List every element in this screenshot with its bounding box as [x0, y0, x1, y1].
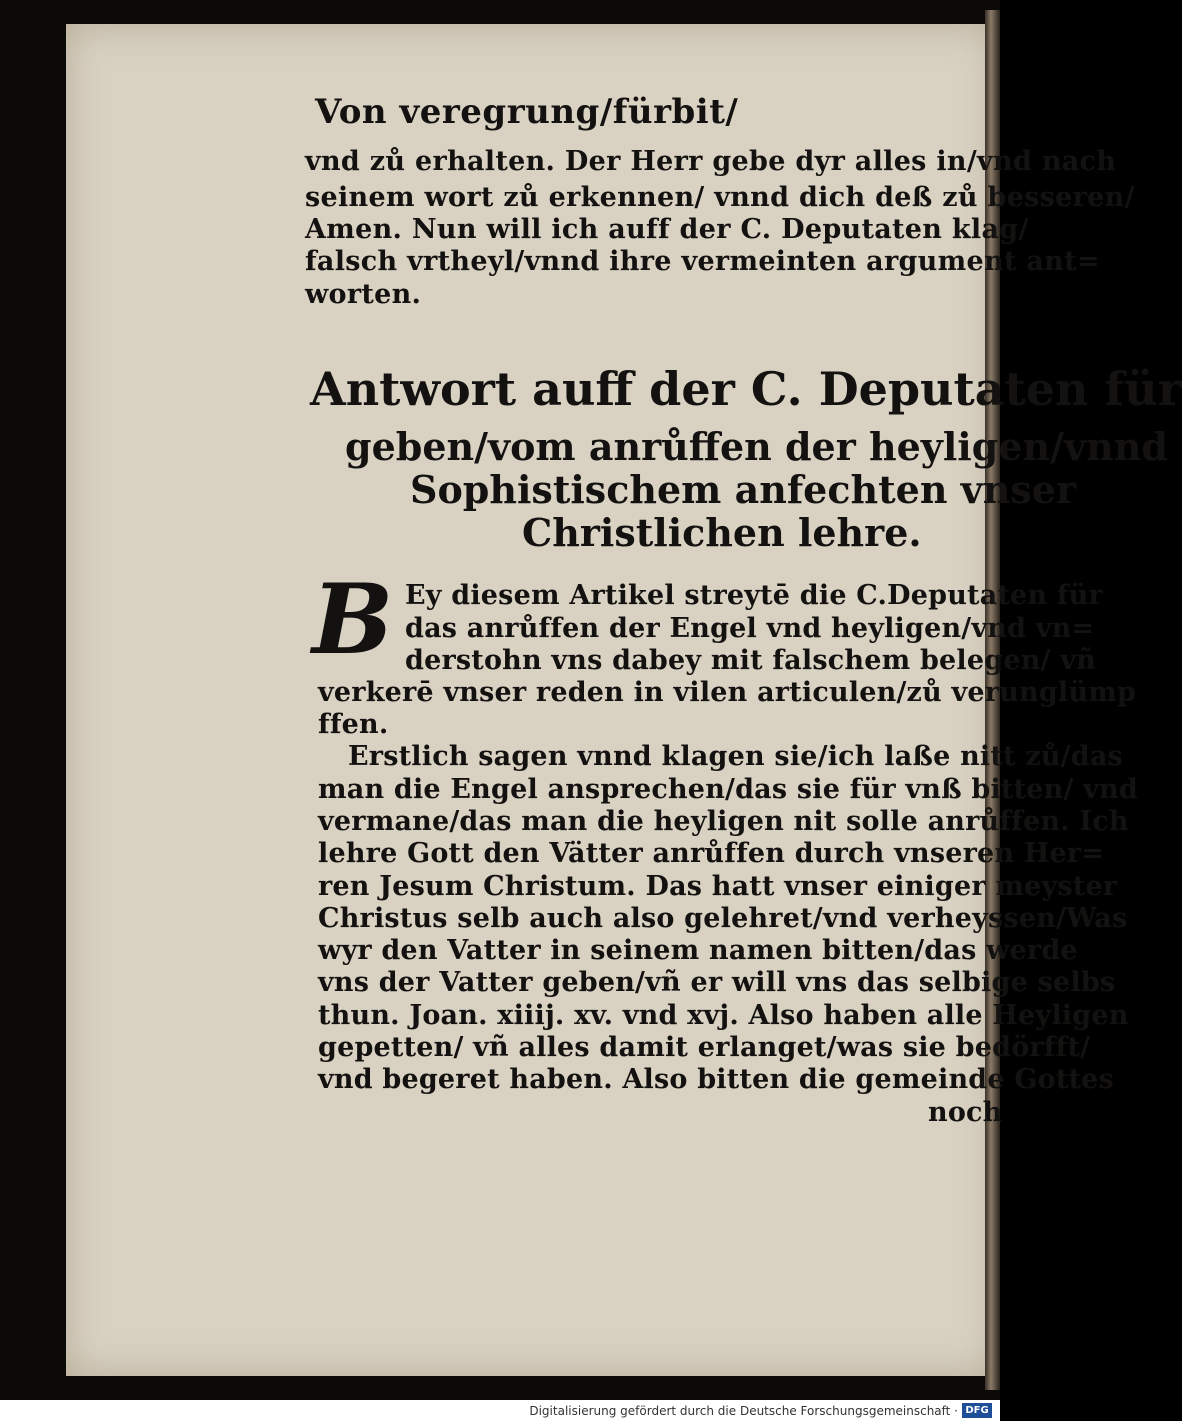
- paragraph-line: Christus selb auch also gelehret/vnd verheyssen/Was: [318, 903, 1128, 934]
- dfg-logo-icon[interactable]: DFG: [962, 1403, 992, 1418]
- paragraph-line: wyr den Vatter in seinem namen bitten/das werde: [318, 935, 1078, 966]
- paragraph-line: vermane/das man die heyligen nit solle anrůffen. Ich: [318, 806, 1129, 837]
- catchword: noch: [928, 1097, 1003, 1128]
- intro-line: Amen. Nun will ich auff der C. Deputaten klag/: [305, 214, 1029, 245]
- paragraph-line: Ey diesem Artikel streytē die C.Deputaten für: [405, 580, 1103, 611]
- section-heading-line: Antwort auff der C. Deputaten für: [310, 362, 1182, 416]
- paragraph-line: thun. Joan. xiiij. xv. vnd xvj. Also haben alle Heyligen: [318, 1000, 1129, 1031]
- paragraph-line: ren Jesum Christum. Das hatt vnser einiger meyster: [318, 871, 1118, 902]
- paragraph-line: vns der Vatter geben/vñ er will vns das selbige selbs: [318, 967, 1116, 998]
- paragraph-line: gepetten/ vñ alles damit erlanget/was sie bedörfft/: [318, 1032, 1091, 1063]
- drop-capital-letter: B: [312, 563, 394, 676]
- footer-credit: Digitalisierung gefördert durch die Deutsche Forschungsgemeinschaft ·: [529, 1404, 958, 1418]
- intro-line: seinem wort zů erkennen/ vnnd dich deß zů besseren/: [305, 182, 1135, 213]
- paragraph-line: lehre Gott den Vätter anrůffen durch vnseren Her=: [318, 838, 1105, 869]
- running-head: Von veregrung/fürbit/: [315, 92, 739, 132]
- paragraph-line: man die Engel ansprechen/das sie für vnß bitten/ vnd: [318, 774, 1138, 805]
- paragraph-line: das anrůffen der Engel vnd heyligen/vnd vn=: [405, 613, 1095, 644]
- paragraph-line: derstohn vns dabey mit falschem belegen/ vñ: [405, 645, 1096, 676]
- paragraph-line: verkerē vnser reden in vilen articulen/zů verunglümp: [318, 677, 1137, 708]
- intro-line: worten.: [305, 279, 422, 310]
- intro-line: falsch vrtheyl/vnnd ihre vermeinten argument ant=: [305, 246, 1100, 277]
- section-heading-line: Sophistischem anfechten vnser: [410, 467, 1077, 512]
- paragraph-line: ffen.: [318, 709, 389, 740]
- paragraph-line: vnd begeret haben. Also bitten die gemeinde Gottes: [318, 1064, 1114, 1095]
- section-heading-line: Christlichen lehre.: [522, 510, 922, 555]
- intro-line: vnd zů erhalten. Der Herr gebe dyr alles in/vnd nach: [305, 146, 1117, 177]
- section-heading-line: geben/vom anrůffen der heyligen/vnnd: [345, 424, 1168, 469]
- paragraph-line: Erstlich sagen vnnd klagen sie/ich laße nitt zů/das: [348, 741, 1123, 772]
- drop-capital: [312, 563, 398, 676]
